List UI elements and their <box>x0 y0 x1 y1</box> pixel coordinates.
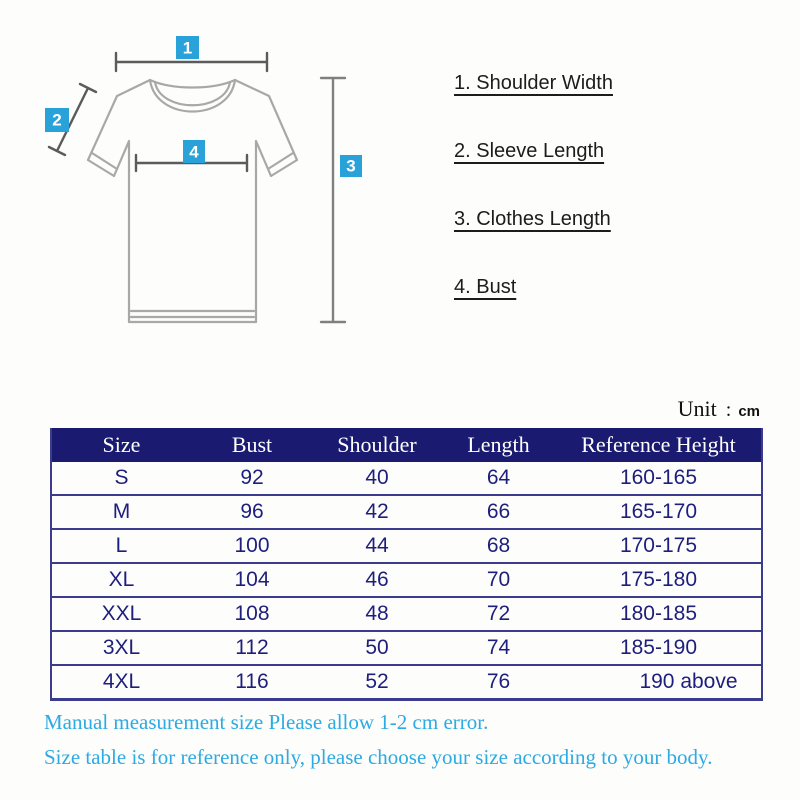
table-cell: 70 <box>441 563 556 597</box>
unit-separator: : <box>725 399 732 421</box>
table-row <box>51 529 762 563</box>
measure-line-length <box>321 78 345 322</box>
table-cell: 40 <box>365 466 389 489</box>
table-cell: 72 <box>441 597 556 631</box>
table-cell: 96 <box>191 495 313 529</box>
unit-label <box>678 396 760 422</box>
measure-label-4-number: 4 <box>189 142 199 162</box>
note-reference-only: Size table is for reference only, please choose your size according to your body. <box>44 745 713 769</box>
unit-word: Unit <box>677 396 717 421</box>
table-cell: 4XL <box>51 665 191 700</box>
table-row <box>51 462 762 495</box>
size-table-header <box>51 428 762 462</box>
table-cell: 64 <box>486 466 511 489</box>
table-row <box>51 665 762 700</box>
legend-item-shoulder-width: 1. Shoulder Width <box>454 72 613 94</box>
table-cell: 44 <box>313 529 441 563</box>
legend-item-clothes-length: 3. Clothes Length <box>454 208 611 230</box>
table-row <box>51 563 762 597</box>
column-header: Bust <box>191 428 313 462</box>
table-cell: 100 <box>191 529 313 563</box>
table-cell: 108 <box>191 597 313 631</box>
table-cell: 42 <box>313 495 441 529</box>
table-cell: 66 <box>441 495 556 529</box>
table-cell: 50 <box>313 631 441 665</box>
table-cell: 68 <box>441 529 556 563</box>
table-cell: 104 <box>191 563 313 597</box>
table-cell: 3XL <box>51 631 191 665</box>
column-header: Shoulder <box>313 428 441 462</box>
note-measurement-error: Manual measurement size Please allow 1-2 cm error. <box>44 710 489 734</box>
table-row <box>51 597 762 631</box>
column-header: Length <box>441 428 556 462</box>
table-cell: 74 <box>441 631 556 665</box>
table-cell: S <box>114 466 129 489</box>
table-cell: XXL <box>51 597 191 631</box>
measure-label-2 <box>45 108 69 132</box>
table-row <box>51 495 762 529</box>
tshirt-outline <box>88 80 297 322</box>
measure-lines <box>49 53 345 322</box>
measure-label-2-number: 2 <box>52 110 62 130</box>
measurement-legend <box>454 72 613 344</box>
column-header: Size <box>51 428 191 462</box>
column-header: Reference Height <box>556 428 762 462</box>
size-table-body <box>51 462 762 700</box>
table-cell: L <box>51 529 191 563</box>
table-cell: 76 <box>441 665 556 700</box>
table-cell: 185-190 <box>556 631 762 665</box>
tshirt-diagram <box>0 0 420 360</box>
size-table <box>50 428 763 701</box>
legend-item-bust: 4. Bust <box>454 276 517 298</box>
table-cell: 52 <box>313 665 441 700</box>
table-cell: 190 above <box>556 665 762 700</box>
table-row <box>51 631 762 665</box>
table-cell: 48 <box>313 597 441 631</box>
measure-label-3 <box>340 155 362 177</box>
table-cell: 160-165 <box>619 466 698 489</box>
measure-label-4 <box>183 140 205 163</box>
table-cell: 165-170 <box>556 495 762 529</box>
table-cell: M <box>51 495 191 529</box>
size-table-header-row <box>51 428 762 462</box>
table-cell: 170-175 <box>556 529 762 563</box>
table-cell: 175-180 <box>556 563 762 597</box>
table-cell: 116 <box>191 665 313 700</box>
table-cell: 180-185 <box>556 597 762 631</box>
table-cell: XL <box>51 563 191 597</box>
measure-label-3-number: 3 <box>346 156 356 176</box>
measure-label-1-number: 1 <box>182 38 193 58</box>
table-cell: 46 <box>313 563 441 597</box>
unit-value: cm <box>738 403 760 420</box>
measure-label-1 <box>176 36 199 59</box>
legend-item-sleeve-length: 2. Sleeve Length <box>454 140 605 162</box>
table-cell: 92 <box>240 466 264 489</box>
table-cell: 112 <box>191 631 313 665</box>
